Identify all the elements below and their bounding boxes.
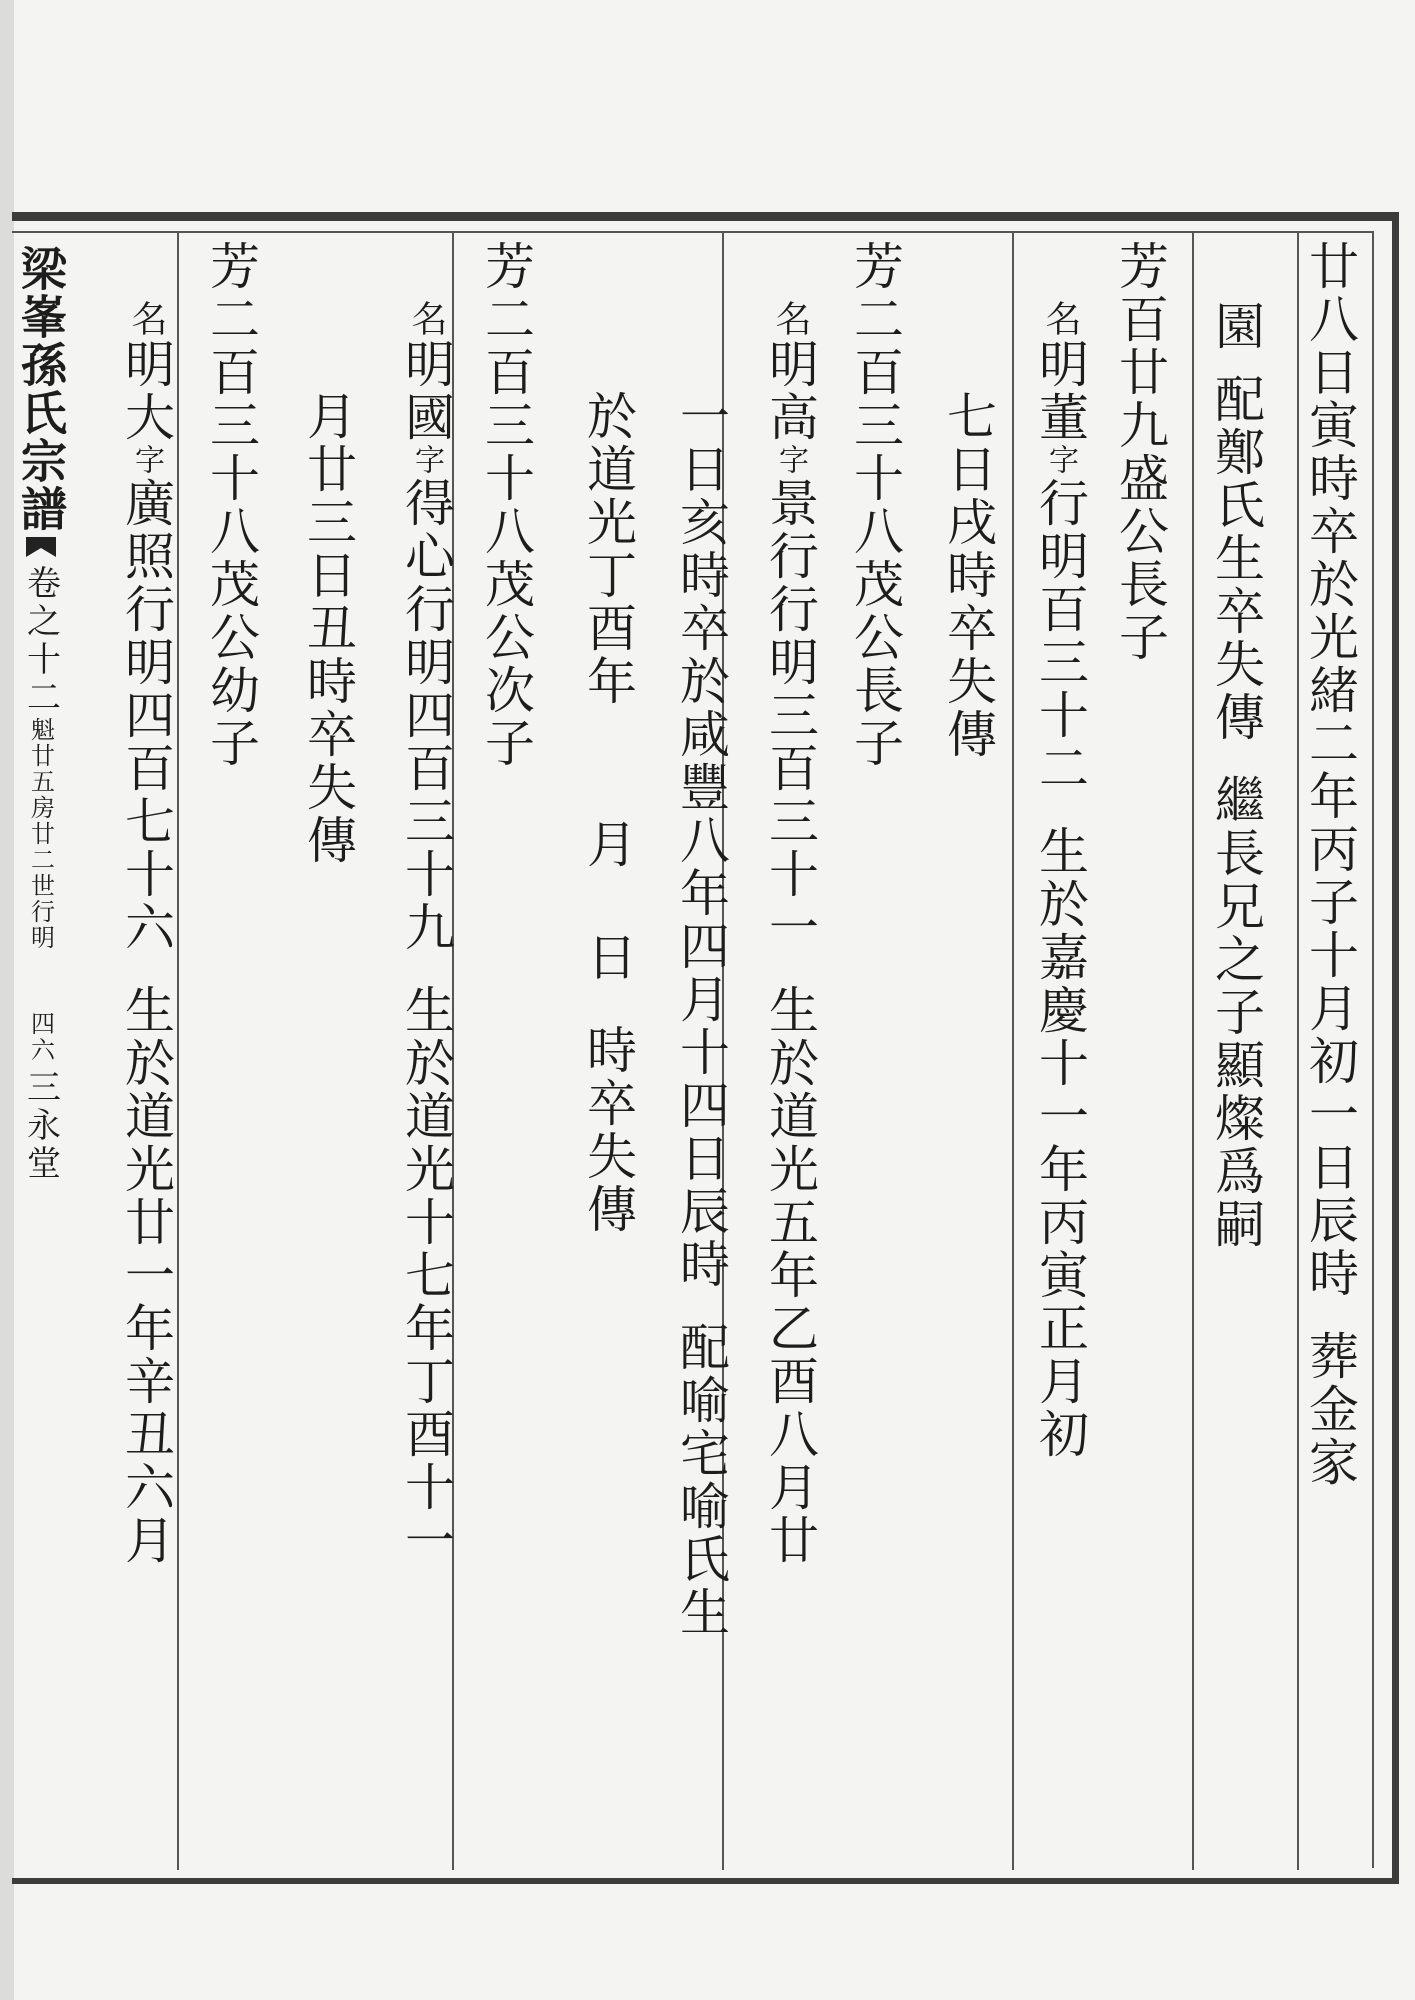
name-marker: 名 [406, 300, 447, 338]
column-text: 配喻宅喻氏生 [672, 1321, 730, 1639]
column-text: 明國 [397, 338, 455, 444]
column-text: 七日戌時卒失傳 [939, 390, 997, 761]
column-text: 日 [579, 931, 637, 984]
column-text: 一日亥時卒於咸豐八年四月十四日辰時 [672, 390, 730, 1291]
column-divider [1012, 233, 1014, 1870]
column-text: 月 [579, 818, 637, 871]
column-text: 廣照行明四百七十六 [117, 477, 175, 954]
column-text: 月廿三日丑時卒失傳 [299, 390, 357, 867]
column-text: 明董 [1031, 338, 1089, 444]
name-marker: 名 [770, 300, 811, 338]
text-column-4 [940, 390, 996, 761]
column-text: 繼長兄之子顯燦爲嗣 [1207, 774, 1265, 1251]
text-column-13 [118, 300, 174, 1567]
column-text: 得心行明四百三十九 [397, 477, 455, 954]
text-column-2 [1112, 240, 1168, 664]
column-text: 時卒失傳 [579, 1024, 637, 1236]
column-divider [1192, 233, 1194, 1870]
volume-label: 卷之十二 [20, 565, 61, 717]
column-text: 生於道光五年乙酉八月廿 [761, 984, 819, 1567]
section-label: 魁廿五房廿二世行明 [26, 717, 55, 951]
column-divider [1297, 233, 1299, 1870]
text-column-10 [398, 300, 454, 1567]
frame-inner-right-line [1372, 231, 1374, 1868]
column-divider [177, 233, 179, 1870]
column-text: 芳二百三十八茂公長子 [846, 240, 904, 770]
column-text: 芳二百三十八茂公次子 [477, 240, 535, 770]
column-text: 明高 [761, 338, 819, 444]
hall-name: 三永堂 [20, 1069, 61, 1183]
book-title: 梁峯孫氏宗譜 [14, 245, 68, 533]
column-text: 於道光丁酉年 [579, 390, 637, 708]
text-column-8 [580, 390, 636, 1236]
zi-marker: 字 [773, 444, 808, 477]
column-text: 園 [1207, 300, 1265, 353]
frame-inner-top-line [12, 231, 1374, 233]
text-column-12 [203, 240, 259, 770]
text-column-11 [300, 390, 356, 867]
column-text: 芳百廿九盛公長子 [1111, 240, 1169, 664]
fish-tail-mark [26, 537, 56, 557]
column-text: 生於道光十七年丁酉十一 [397, 984, 455, 1567]
name-marker: 名 [1040, 300, 1081, 338]
zi-marker: 字 [129, 444, 164, 477]
zi-marker: 字 [1043, 444, 1078, 477]
column-text: 葬金家 [1301, 1330, 1359, 1489]
column-text: 廿八日寅時卒於光緒二年丙子十月初一日辰時 [1301, 240, 1359, 1300]
text-column-7 [673, 390, 729, 1639]
column-text: 芳二百三十八茂公幼子 [202, 240, 260, 770]
text-column-6 [762, 300, 818, 1567]
column-text: 生於道光廿一年辛丑六月 [117, 984, 175, 1567]
column-text: 配鄭氏生卒失傳 [1207, 373, 1265, 744]
text-column-3 [1032, 300, 1088, 1461]
column-text: 生於嘉慶十一年丙寅正月初 [1031, 825, 1089, 1461]
page-number: 四六 [26, 1011, 55, 1063]
column-text: 景行行明三百三十一 [761, 477, 819, 954]
column-text: 行明百三十二 [1031, 477, 1089, 795]
name-marker: 名 [126, 300, 167, 338]
edge-title [16, 245, 66, 1183]
text-column-5 [847, 240, 903, 770]
text-column-1 [1208, 300, 1264, 1251]
column-text: 明大 [117, 338, 175, 444]
zi-marker: 字 [409, 444, 444, 477]
text-column-9 [478, 240, 534, 770]
text-column-0 [1302, 240, 1358, 1489]
